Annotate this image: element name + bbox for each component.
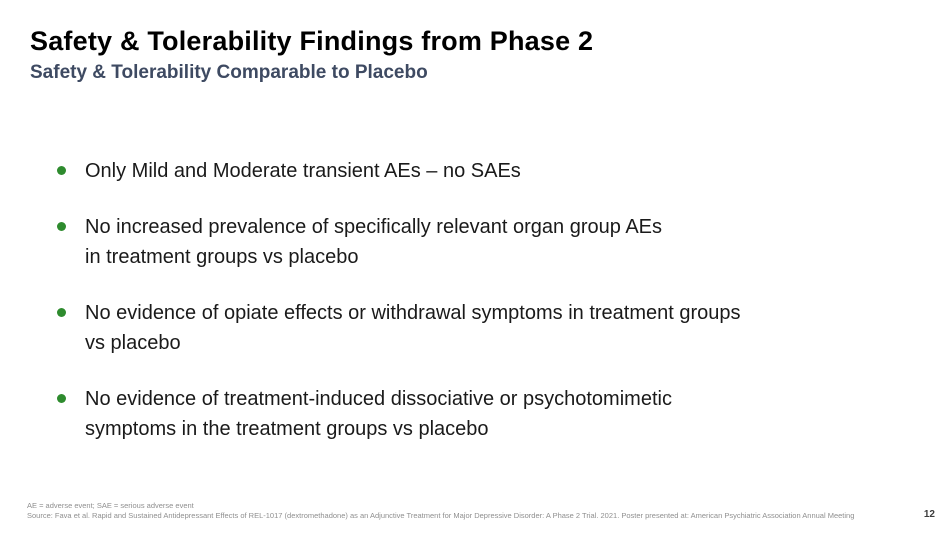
list-item [57,384,897,444]
list-item [57,298,897,358]
source-citation: Source: Fava et al. Rapid and Sustained Antidepressant Effects of REL-1017 (dextromethadone) as an Adjunctive Treatment for Major Depressive Disorder: A Phase 2 Trial. 2021. Poster presented at: American Psychiatric Association Annual Meeting [27,511,855,520]
bullet-line: No increased prevalence of specifically relevant organ group AEs [85,216,662,238]
bullet-icon [57,222,66,231]
bullet-icon [57,394,66,403]
bullet-text [85,298,897,358]
bullet-line: symptoms in the treatment groups vs placebo [85,418,489,440]
page-number: 12 [923,509,935,520]
bullet-text [85,384,897,444]
list-item [57,212,897,272]
slide-subtitle: Safety & Tolerability Comparable to Placebo [30,62,428,83]
abbreviation-footnote: AE = adverse event; SAE = serious adverse event [27,501,194,510]
bullet-line: Only Mild and Moderate transient AEs – no SAEs [85,160,521,182]
bullet-list [57,156,897,470]
bullet-line: No evidence of opiate effects or withdrawal symptoms in treatment groups [85,302,741,324]
bullet-text [85,156,897,186]
footer-notes [27,501,854,521]
bullet-line: No evidence of treatment-induced dissociative or psychotomimetic [85,388,672,410]
list-item [57,156,897,186]
bullet-line: in treatment groups vs placebo [85,246,359,268]
bullet-line: vs placebo [85,332,181,354]
bullet-icon [57,166,66,175]
slide-title: Safety & Tolerability Findings from Phase 2 [30,26,594,56]
bullet-text [85,212,897,272]
bullet-icon [57,308,66,317]
